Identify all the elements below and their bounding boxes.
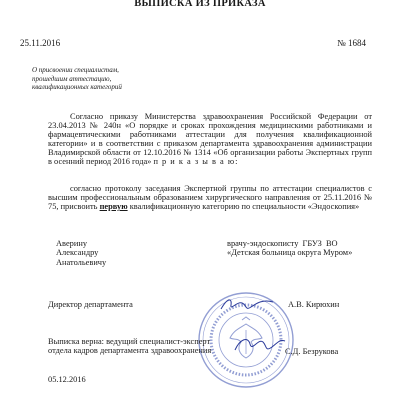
decree-word: п р и к а з ы в а ю: [153, 157, 239, 167]
document-title: ВЫПИСКА ИЗ ПРИКАЗА [134, 0, 266, 9]
subject-line: квалификационных категорий [32, 83, 122, 92]
director-signature [218, 294, 276, 316]
subject-line: О присвоении специалистам, [32, 66, 119, 74]
employee-name [56, 239, 106, 267]
category-level: первую [99, 202, 128, 212]
director-name: А.В. Кирюхин [288, 300, 340, 309]
employee-position-line: «Детская больница округа Муром» [227, 248, 353, 258]
decision-text-after: квалификационную категорию по специальности «Эндоскопия» [127, 202, 360, 212]
certification-line: Выписка верна: ведущий специалист-эксперт [48, 337, 211, 346]
preamble-text: Согласно приказу Министерства здравоохранения Российской Федерации от 23.04.2013 № 240н «О порядке и сроках прохождения медицинскими работниками и фармацевтическими работниками аттестации для получения квалификационной категории» и в соответствии с приказом департамента здравоохранения администрации Владимирской области от 12.10.2016 № 1314 «Об организации работы Экспертных групп в осенний период 2016 года» [48, 112, 372, 167]
copy-certification [48, 337, 211, 356]
employee-position-line: врачу-эндоскописту ГБУЗ ВО [227, 239, 338, 248]
employee-name-line: Александру [56, 248, 99, 258]
employee-name-line: Анатольевичу [56, 257, 107, 267]
certification-line: отдела кадров департамента здравоохранения [48, 346, 212, 356]
certifier-name: С.Д. Безрукова [285, 347, 339, 356]
preamble-paragraph [48, 112, 372, 167]
order-number: № 1684 [337, 38, 366, 48]
director-title: Директор департамента [48, 300, 133, 309]
issue-date: 05.12.2016 [48, 375, 86, 384]
subject-line: прошедшим аттестацию, [32, 74, 112, 83]
order-date: 25.11.2016 [20, 38, 61, 48]
order-subject [32, 66, 122, 92]
employee-name-line: Аверину [56, 239, 88, 248]
decision-text-before: согласно протоколу заседания Экспертной группы по аттестации специалистов с высшим профессиональным образованием хирургического направления от 25.11.2016 № 75, присвоить [48, 184, 372, 212]
certifier-signature [232, 332, 288, 356]
decision-paragraph [48, 184, 372, 211]
employee-position [227, 239, 352, 258]
